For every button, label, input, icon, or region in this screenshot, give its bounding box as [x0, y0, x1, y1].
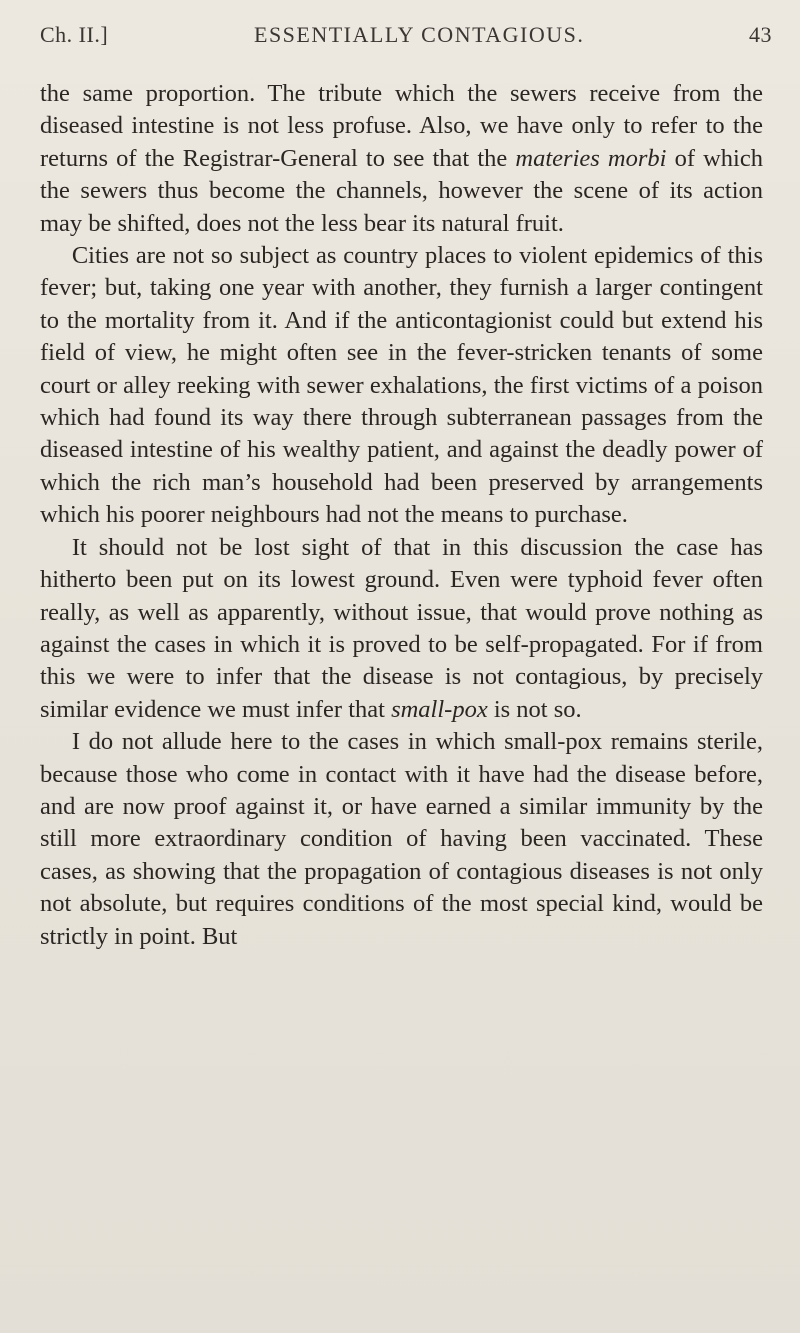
body-text	[40, 78, 763, 953]
page-number: 43	[749, 22, 772, 47]
paragraph	[40, 78, 763, 240]
page-header	[40, 22, 772, 52]
text-run: I do not allude here to the cases in which small-pox remains sterile, because those who come in contact with it have had the disease before, and are now proof against it, or have earned a similar immunity by the still more extraordinary condition of having been vaccinated. These cases, as showing that the propagation of contagious diseases is not only not absolute, but requires conditions of the most special kind, would be strictly in point. But	[40, 728, 763, 950]
paragraph	[40, 726, 763, 953]
text-run: of which the sewers thus become the channels, however the scene of its action may be shifted, does not the less bear its natural fruit.	[40, 144, 763, 237]
paragraph	[40, 240, 763, 532]
emphasized-term: small-pox	[391, 695, 488, 723]
running-title: ESSENTIALLY CONTAGIOUS.	[254, 22, 585, 47]
text-run: It should not be lost sight of that in this discussion the case has hitherto been put on its lowest ground. Even were typhoid fever often really, as well as apparently, without issue, that would prove nothing as against the cases in which it is proved to be self-propagated. For if from this we were to infer that the disease is not contagious, by precisely similar evidence we must infer that	[40, 533, 763, 723]
paragraph	[40, 532, 763, 726]
emphasized-term: materies morbi	[515, 144, 667, 172]
chapter-marker: Ch. II.]	[40, 22, 109, 47]
text-run: the same proportion. The tribute which the sewers receive from the diseased intestine is not less profuse. Also, we have only to refer to the returns of the Registrar-General to see that the	[40, 80, 763, 172]
text-run: Cities are not so subject as country places to violent epidemics of this fever; but, taking one year with another, they furnish a larger contingent to the mortality from it. And if the anticontagionist could but extend his field of view, he might often see in the fever-stricken tenants of some court or alley reeking with sewer exhalations, the first victims of a poison which had found its way there through subterranean passages from the diseased intestine of his wealthy patient, and against the deadly power of which the rich man’s household had been preserved by arrangements which his poorer neighbours had not the means to purchase.	[40, 242, 763, 529]
text-run: is not so.	[487, 695, 582, 723]
